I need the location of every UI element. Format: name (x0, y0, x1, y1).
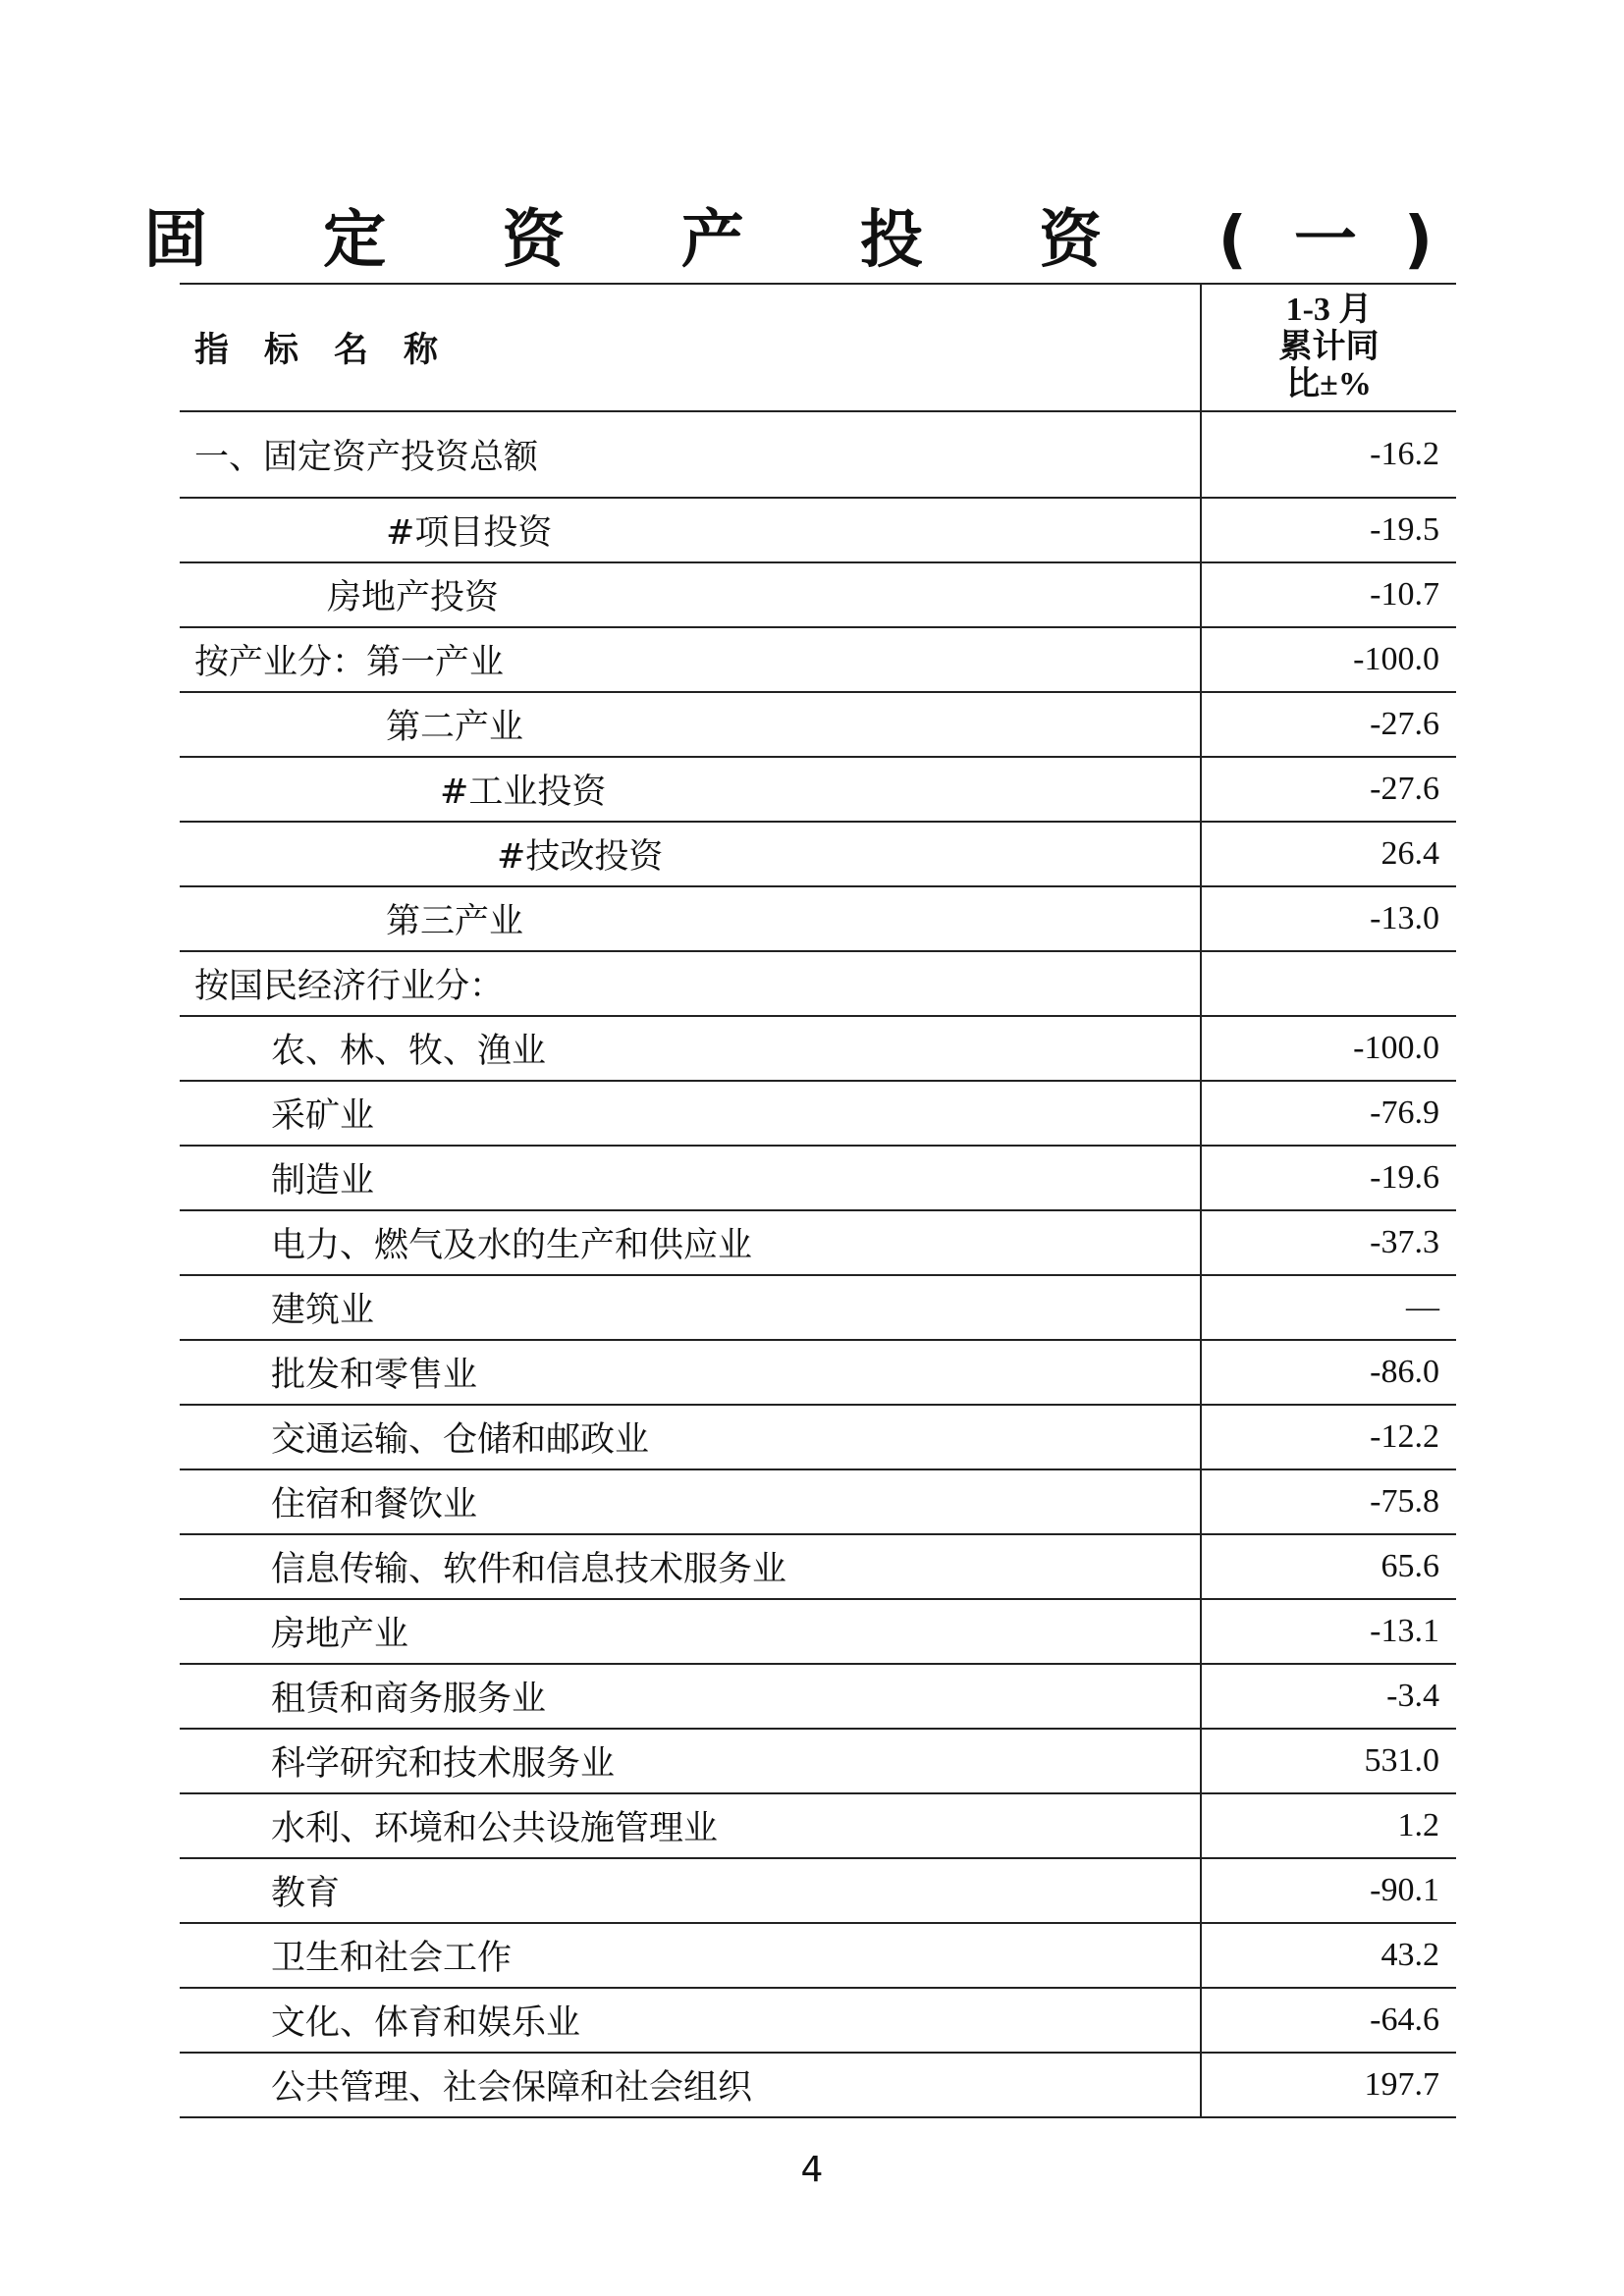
table-row (180, 1469, 1456, 1534)
row-label: 电力、燃气及水的生产和供应业 (180, 1210, 1201, 1275)
row-label: 房地产业 (180, 1599, 1201, 1664)
row-value: 26.4 (1201, 822, 1456, 886)
row-value: 1.2 (1201, 1793, 1456, 1858)
row-value: -10.7 (1201, 562, 1456, 627)
table-row (180, 1146, 1456, 1210)
table-row (180, 1858, 1456, 1923)
row-label: 一、固定资产投资总额 (180, 411, 1201, 498)
statistics-table-container (180, 283, 1456, 2118)
table-row (180, 1664, 1456, 1729)
table-row (180, 1275, 1456, 1340)
table-row (180, 692, 1456, 757)
table-row (180, 1210, 1456, 1275)
row-label: #工业投资 (180, 757, 1201, 822)
table-row (180, 1729, 1456, 1793)
table-row (180, 1340, 1456, 1405)
row-label: 按产业分：第一产业 (180, 627, 1201, 692)
row-value: -86.0 (1201, 1340, 1456, 1405)
table-row (180, 1988, 1456, 2053)
row-label: 批发和零售业 (180, 1340, 1201, 1405)
table-row (180, 498, 1456, 562)
row-label: 教育 (180, 1858, 1201, 1923)
column-header-name: 指标名称 (180, 284, 1201, 411)
row-value: 531.0 (1201, 1729, 1456, 1793)
table-row (180, 1599, 1456, 1664)
row-value: -19.6 (1201, 1146, 1456, 1210)
row-label: 公共管理、社会保障和社会组织 (180, 2053, 1201, 2117)
table-row (180, 1016, 1456, 1081)
table-row (180, 411, 1456, 498)
page-number: 4 (800, 2150, 824, 2190)
table-row (180, 2053, 1456, 2117)
row-label: 第二产业 (180, 692, 1201, 757)
table-row (180, 1081, 1456, 1146)
row-label: 房地产投资 (180, 562, 1201, 627)
table-row (180, 1923, 1456, 1988)
column-header-value-line: 1-3 月 (1285, 292, 1373, 328)
row-value: 65.6 (1201, 1534, 1456, 1599)
table-row (180, 757, 1456, 822)
column-header-value (1201, 284, 1456, 411)
table-row (180, 627, 1456, 692)
row-label: 科学研究和技术服务业 (180, 1729, 1201, 1793)
table-row (180, 1405, 1456, 1469)
row-value: -76.9 (1201, 1081, 1456, 1146)
row-value: -75.8 (1201, 1469, 1456, 1534)
row-label: 第三产业 (180, 886, 1201, 951)
row-value: -13.1 (1201, 1599, 1456, 1664)
row-label: 卫生和社会工作 (180, 1923, 1201, 1988)
row-value: -37.3 (1201, 1210, 1456, 1275)
row-label: 建筑业 (180, 1275, 1201, 1340)
table-row (180, 562, 1456, 627)
row-value: -64.6 (1201, 1988, 1456, 2053)
column-header-value-line: 比±% (1286, 366, 1372, 402)
row-label: 信息传输、软件和信息技术服务业 (180, 1534, 1201, 1599)
table-row (180, 1534, 1456, 1599)
table-row (180, 886, 1456, 951)
statistics-table (180, 283, 1456, 2118)
table-row (180, 1793, 1456, 1858)
row-label: #项目投资 (180, 498, 1201, 562)
row-label: 文化、体育和娱乐业 (180, 1988, 1201, 2053)
row-label: 采矿业 (180, 1081, 1201, 1146)
row-value: -16.2 (1201, 411, 1456, 498)
table-row (180, 951, 1456, 1016)
row-value: -3.4 (1201, 1664, 1456, 1729)
row-label: 租赁和商务服务业 (180, 1664, 1201, 1729)
row-label: 农、林、牧、渔业 (180, 1016, 1201, 1081)
row-value: -19.5 (1201, 498, 1456, 562)
column-header-value-line: 累计同 (1278, 329, 1380, 365)
table-header-row (180, 284, 1456, 411)
row-value: -100.0 (1201, 1016, 1456, 1081)
row-value: -13.0 (1201, 886, 1456, 951)
row-value: -27.6 (1201, 692, 1456, 757)
table-row (180, 822, 1456, 886)
row-label: 住宿和餐饮业 (180, 1469, 1201, 1534)
row-label: 水利、环境和公共设施管理业 (180, 1793, 1201, 1858)
row-value: -100.0 (1201, 627, 1456, 692)
row-value: -12.2 (1201, 1405, 1456, 1469)
row-value: -90.1 (1201, 1858, 1456, 1923)
row-label: 制造业 (180, 1146, 1201, 1210)
row-label: #技改投资 (180, 822, 1201, 886)
row-value: — (1201, 1275, 1456, 1340)
page-title: 固 定 资 产 投 资 (一) (143, 204, 1481, 277)
row-value: 197.7 (1201, 2053, 1456, 2117)
row-label: 按国民经济行业分： (180, 951, 1201, 1016)
row-value: 43.2 (1201, 1923, 1456, 1988)
row-label: 交通运输、仓储和邮政业 (180, 1405, 1201, 1469)
row-value: -27.6 (1201, 757, 1456, 822)
row-value (1201, 951, 1456, 1016)
